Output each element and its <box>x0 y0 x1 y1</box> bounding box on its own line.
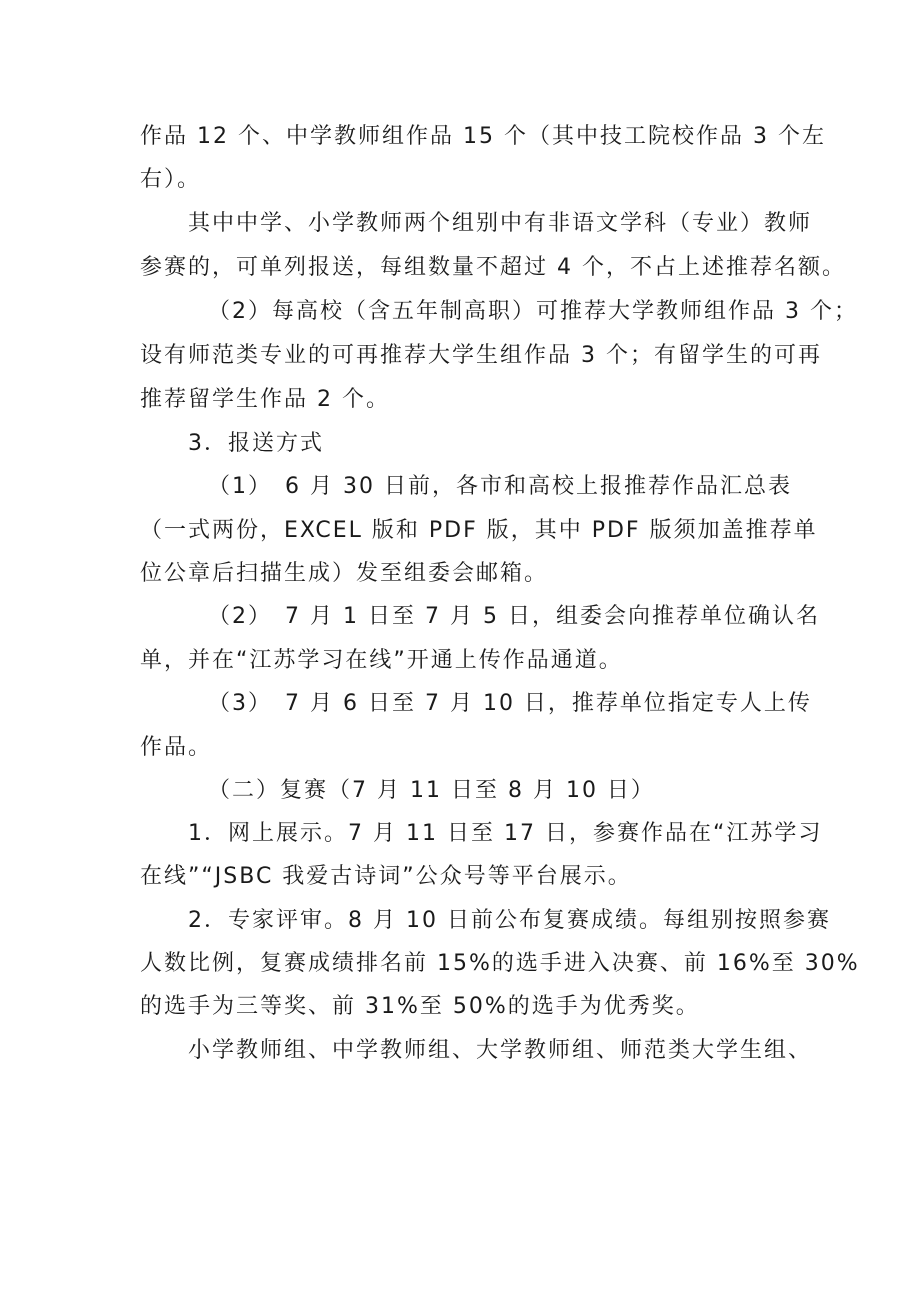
text-line: 人数比例，复赛成绩排名前 15%的选手进入决赛、前 16%至 30% <box>140 951 860 976</box>
text-line: 参赛的，可单列报送，每组数量不超过 4 个，不占上述推荐名额。 <box>140 255 846 280</box>
text-line: 推荐留学生作品 2 个。 <box>140 387 390 412</box>
section-heading: 3．报送方式 <box>188 431 324 456</box>
text-line: （一式两份，EXCEL 版和 PDF 版，其中 PDF 版须加盖推荐单 <box>140 518 818 543</box>
text-line: （2） 7 月 1 日至 7 月 5 日，组委会向推荐单位确认名 <box>208 604 820 629</box>
text-line: （3） 7 月 6 日至 7 月 10 日，推荐单位指定专人上传 <box>208 691 812 716</box>
text-line: 单，并在“江苏学习在线”开通上传作品通道。 <box>140 648 623 673</box>
text-line: 作品。 <box>140 735 213 760</box>
text-line: 小学教师组、中学教师组、大学教师组、师范类大学生组、 <box>188 1038 813 1063</box>
section-heading: （二）复赛（7 月 11 日至 8 月 10 日） <box>208 778 655 803</box>
text-line: 作品 12 个、中学教师组作品 15 个（其中技工院校作品 3 个左 <box>140 124 826 149</box>
text-line: 右）。 <box>140 167 202 192</box>
text-line: （1） 6 月 30 日前，各市和高校上报推荐作品汇总表 <box>208 474 792 499</box>
text-line: 的选手为三等奖、前 31%至 50%的选手为优秀奖。 <box>140 994 700 1019</box>
text-line: 1．网上展示。7 月 11 日至 17 日，参赛作品在“江苏学习 <box>188 821 823 846</box>
text-line: （2）每高校（含五年制高职）可推荐大学教师组作品 3 个； <box>208 299 858 324</box>
text-line: 位公章后扫描生成）发至组委会邮箱。 <box>140 561 549 586</box>
text-line: 在线”“JSBC 我爱古诗词”公众号等平台展示。 <box>140 864 632 889</box>
text-line: 设有师范类专业的可再推荐大学生组作品 3 个；有留学生的可再 <box>140 343 822 368</box>
text-line: 其中中学、小学教师两个组别中有非语文学科（专业）教师 <box>188 211 813 236</box>
text-line: 2．专家评审。8 月 10 日前公布复赛成绩。每组别按照参赛 <box>188 908 831 933</box>
